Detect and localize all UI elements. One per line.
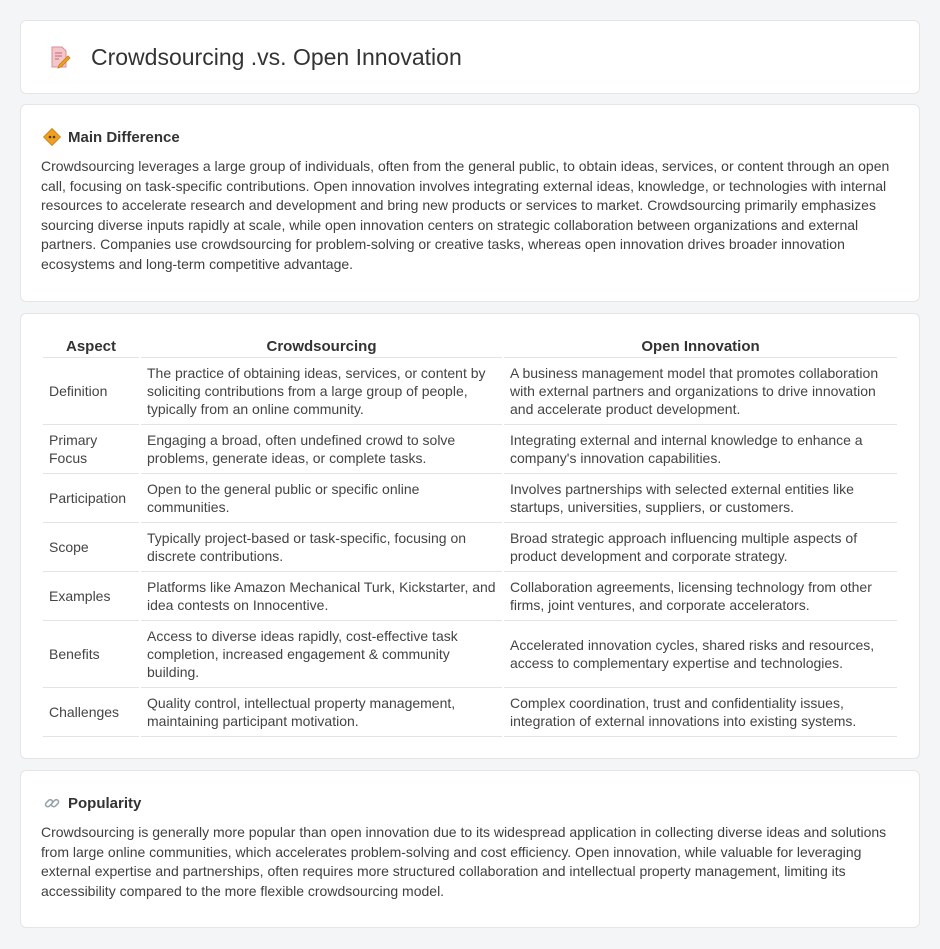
table-row: [43, 621, 897, 688]
aspect-cell: Definition: [43, 358, 139, 425]
aspect-cell: Challenges: [43, 688, 139, 737]
link-icon: [43, 794, 61, 812]
aspect-cell: Primary Focus: [43, 425, 139, 474]
open-innovation-cell: Integrating external and internal knowledge to enhance a company's innovation capabilities.: [504, 425, 897, 474]
comparison-table: [41, 334, 899, 737]
open-innovation-cell: Broad strategic approach influencing multiple aspects of product development and corporate strategy.: [504, 523, 897, 572]
crowdsourcing-cell: Platforms like Amazon Mechanical Turk, Kickstarter, and idea contests on Innocentive.: [141, 572, 502, 621]
header-crowdsourcing: Crowdsourcing: [141, 334, 502, 358]
comparison-section: [20, 313, 920, 759]
aspect-cell: Benefits: [43, 621, 139, 688]
main-difference-title: Main Difference: [68, 128, 180, 146]
document-pencil-icon: [47, 45, 71, 69]
diamond-sign-icon: [43, 128, 61, 146]
open-innovation-cell: Complex coordination, trust and confidentiality issues, integration of external innovations into existing systems.: [504, 688, 897, 737]
crowdsourcing-cell: Quality control, intellectual property management, maintaining participant motivation.: [141, 688, 502, 737]
open-innovation-cell: Accelerated innovation cycles, shared risks and resources, access to complementary expertise and technologies.: [504, 621, 897, 688]
table-row: [43, 572, 897, 621]
aspect-cell: Examples: [43, 572, 139, 621]
aspect-cell: Scope: [43, 523, 139, 572]
main-difference-text: Crowdsourcing leverages a large group of individuals, often from the general public, to obtain ideas, services, or content through an open call, focusing on task-specific contributions. Open innovation involves integrating external ideas, knowledge, or technologies with internal resources to accelerate research and development and bring new products or services to market. Crowdsourcing primarily emphasizes sourcing diverse inputs rapidly at scale, while open innovation centers on strategic collaboration between organizations and external partners. Companies use crowdsourcing for problem-solving or creative tasks, whereas open innovation drives broader innovation ecosystems and long-term competitive advantage.: [41, 158, 890, 272]
header-aspect: Aspect: [43, 334, 139, 358]
table-row: [43, 474, 897, 523]
popularity-title: Popularity: [68, 794, 142, 812]
table-row: [43, 523, 897, 572]
crowdsourcing-cell: Engaging a broad, often undefined crowd to solve problems, generate ideas, or complete tasks.: [141, 425, 502, 474]
popularity-text: Crowdsourcing is generally more popular than open innovation due to its widespread application in collecting diverse ideas and solutions from large online communities, which accelerates problem-solving and cost efficiency. Open innovation, while valuable for leveraging external expertise and partnerships, often requires more structured collaboration and intellectual property management, limiting its accessibility compared to the more flexible crowdsourcing model.: [41, 824, 887, 899]
table-row: [43, 358, 897, 425]
header-open-innovation: Open Innovation: [504, 334, 897, 358]
table-header-row: [43, 334, 897, 358]
table-row: [43, 425, 897, 474]
crowdsourcing-cell: Access to diverse ideas rapidly, cost-effective task completion, increased engagement & community building.: [141, 621, 502, 688]
popularity-section: [20, 770, 920, 928]
crowdsourcing-cell: Typically project-based or task-specific, focusing on discrete contributions.: [141, 523, 502, 572]
open-innovation-cell: Collaboration agreements, licensing technology from other firms, joint ventures, and corporate accelerators.: [504, 572, 897, 621]
main-difference-section: [20, 104, 920, 302]
table-row: [43, 688, 897, 737]
open-innovation-cell: Involves partnerships with selected external entities like startups, universities, suppliers, or customers.: [504, 474, 897, 523]
crowdsourcing-cell: The practice of obtaining ideas, services, or content by soliciting contributions from a large group of people, typically from an online community.: [141, 358, 502, 425]
page-title: Crowdsourcing .vs. Open Innovation: [91, 43, 462, 70]
aspect-cell: Participation: [43, 474, 139, 523]
open-innovation-cell: A business management model that promotes collaboration with external partners and organizations to drive innovation and accelerate product development.: [504, 358, 897, 425]
crowdsourcing-cell: Open to the general public or specific online communities.: [141, 474, 502, 523]
title-card: [20, 20, 920, 94]
